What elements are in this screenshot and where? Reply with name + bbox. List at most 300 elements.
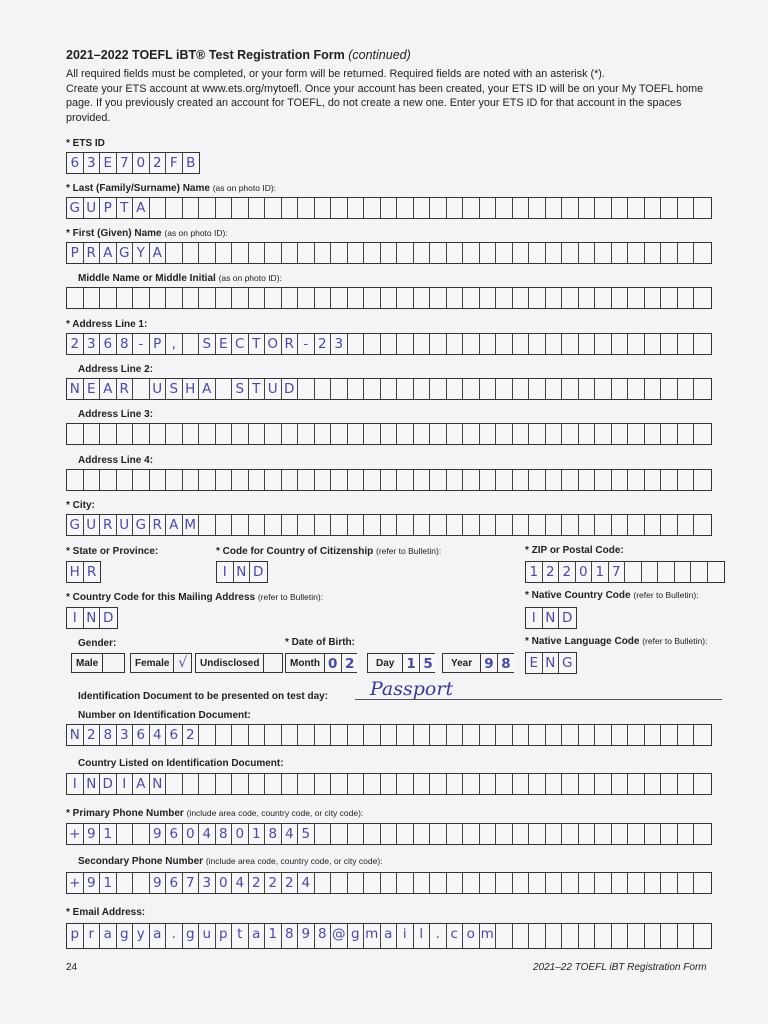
char-box <box>513 379 530 399</box>
char-box <box>364 725 381 745</box>
char-box: E <box>216 334 233 354</box>
char-box: 5 <box>423 656 433 672</box>
char-box <box>529 924 546 948</box>
native-language-field[interactable] <box>525 652 577 674</box>
last-name-label-note: (as on photo ID): <box>212 183 277 193</box>
address2-label: Address Line 2: <box>78 364 154 375</box>
char-box <box>348 873 365 893</box>
char-box <box>216 198 233 218</box>
char-box <box>595 198 612 218</box>
char-box: T <box>249 334 266 354</box>
last-name-field[interactable] <box>66 197 712 219</box>
char-box: , <box>166 334 183 354</box>
char-box <box>348 198 365 218</box>
char-box <box>232 288 249 308</box>
char-box <box>463 334 480 354</box>
char-box <box>675 562 692 582</box>
char-box <box>282 288 299 308</box>
first-name-field[interactable] <box>66 242 712 264</box>
char-box: P <box>100 198 117 218</box>
address3-field[interactable] <box>66 423 712 445</box>
char-box <box>562 424 579 444</box>
char-box <box>480 379 497 399</box>
ets-id-label: * ETS ID <box>66 138 105 149</box>
char-box <box>628 424 645 444</box>
char-box <box>249 288 266 308</box>
char-box <box>397 334 414 354</box>
undisclosed-box <box>263 654 281 672</box>
char-box: @ <box>331 924 348 948</box>
char-box <box>397 243 414 263</box>
char-box <box>364 470 381 490</box>
char-box <box>496 424 513 444</box>
char-box: B <box>186 155 196 171</box>
char-box: 9 <box>150 873 167 893</box>
char-box <box>463 288 480 308</box>
char-box: 6 <box>166 824 183 844</box>
char-box <box>414 334 431 354</box>
char-box <box>183 424 200 444</box>
char-box: . <box>166 924 183 948</box>
char-box <box>661 824 678 844</box>
char-box <box>496 470 513 490</box>
char-box <box>265 774 282 794</box>
char-box: U <box>265 379 282 399</box>
char-box: 2 <box>183 725 200 745</box>
char-box <box>430 725 447 745</box>
char-box <box>183 198 200 218</box>
char-box: E <box>84 379 101 399</box>
char-box <box>513 334 530 354</box>
char-box <box>480 424 497 444</box>
char-box: 1 <box>592 562 609 582</box>
char-box <box>430 470 447 490</box>
native-country-field[interactable] <box>525 607 577 629</box>
char-box <box>628 470 645 490</box>
char-box <box>628 379 645 399</box>
char-box <box>199 515 216 535</box>
char-box: r <box>84 924 101 948</box>
char-box <box>414 198 431 218</box>
char-box <box>199 288 216 308</box>
char-box <box>381 288 398 308</box>
citizenship-label-note: (refer to Bulletin): <box>376 546 442 556</box>
char-box: 4 <box>232 873 249 893</box>
first-name-label-text: * First (Given) Name <box>66 228 162 239</box>
char-box <box>661 379 678 399</box>
id-number-label: Number on Identification Document: <box>78 710 251 721</box>
char-box <box>381 198 398 218</box>
char-box <box>381 424 398 444</box>
char-box <box>331 824 348 844</box>
char-box <box>595 379 612 399</box>
char-box <box>430 515 447 535</box>
char-box: D <box>562 610 573 626</box>
citizenship-field[interactable] <box>216 561 268 583</box>
char-box <box>562 515 579 535</box>
char-box <box>480 334 497 354</box>
zip-label: * ZIP or Postal Code: <box>525 545 624 556</box>
char-box <box>447 198 464 218</box>
char-box <box>513 774 530 794</box>
char-box <box>133 424 150 444</box>
char-box <box>100 424 117 444</box>
char-box <box>678 873 695 893</box>
email-field[interactable] <box>66 923 712 949</box>
char-box <box>612 243 629 263</box>
char-box <box>595 470 612 490</box>
char-box <box>579 243 596 263</box>
first-name-label <box>66 228 228 239</box>
id-document-value[interactable]: Passport <box>370 678 454 700</box>
native-country-label <box>525 590 699 601</box>
char-box <box>298 198 315 218</box>
char-box <box>562 288 579 308</box>
char-box: 6 <box>166 873 183 893</box>
title-main: 2021–2022 TOEFL iBT® Test Registration Form <box>66 48 345 62</box>
char-box <box>628 198 645 218</box>
char-box <box>414 288 431 308</box>
address2-field[interactable] <box>66 378 712 400</box>
char-box: N <box>67 379 84 399</box>
char-box <box>447 470 464 490</box>
char-box <box>331 470 348 490</box>
char-box: R <box>282 334 299 354</box>
char-box <box>694 379 711 399</box>
char-box <box>199 198 216 218</box>
char-box <box>117 288 134 308</box>
char-box <box>447 725 464 745</box>
char-box <box>642 562 659 582</box>
char-box <box>414 379 431 399</box>
char-box <box>513 198 530 218</box>
char-box <box>480 470 497 490</box>
char-box <box>529 873 546 893</box>
char-box: G <box>133 515 150 535</box>
char-box <box>463 824 480 844</box>
citizenship-label <box>216 546 441 557</box>
char-box <box>463 424 480 444</box>
char-box <box>463 198 480 218</box>
char-box <box>463 774 480 794</box>
char-box: 4 <box>150 725 167 745</box>
char-box <box>463 470 480 490</box>
char-box: G <box>117 243 134 263</box>
ets-id-field[interactable] <box>66 152 200 174</box>
char-box: 0 <box>232 824 249 844</box>
id-country-field[interactable] <box>66 773 712 795</box>
char-box <box>414 824 431 844</box>
char-box: 1 <box>526 562 543 582</box>
page-number: 24 <box>66 962 78 973</box>
char-box <box>529 424 546 444</box>
char-box <box>364 334 381 354</box>
char-box <box>612 725 629 745</box>
char-box: D <box>282 379 299 399</box>
char-box <box>612 198 629 218</box>
char-box: G <box>67 198 84 218</box>
char-box <box>381 470 398 490</box>
char-box: I <box>526 608 543 628</box>
char-box <box>348 725 365 745</box>
secondary-phone-label <box>78 856 383 867</box>
char-box <box>232 515 249 535</box>
char-box: G <box>562 655 573 671</box>
address4-field[interactable] <box>66 469 712 491</box>
char-box <box>117 424 134 444</box>
char-box <box>381 774 398 794</box>
char-box <box>678 515 695 535</box>
char-box <box>414 873 431 893</box>
char-box: 8 <box>216 824 233 844</box>
char-box <box>249 515 266 535</box>
char-box: 0 <box>183 824 200 844</box>
char-box <box>496 824 513 844</box>
last-name-label <box>66 183 276 194</box>
char-box: D <box>103 610 114 626</box>
female-text: Female <box>135 657 170 669</box>
char-box <box>414 774 431 794</box>
char-box <box>694 470 711 490</box>
char-box <box>364 824 381 844</box>
char-box <box>529 334 546 354</box>
char-box: N <box>84 608 101 628</box>
char-box <box>397 725 414 745</box>
char-box <box>397 198 414 218</box>
dob-day-field[interactable] <box>367 653 435 673</box>
char-box <box>199 774 216 794</box>
char-box <box>562 198 579 218</box>
char-box <box>661 334 678 354</box>
char-box <box>694 515 711 535</box>
char-box <box>331 725 348 745</box>
char-box <box>331 424 348 444</box>
char-box <box>595 515 612 535</box>
primary-phone-label <box>66 808 363 819</box>
char-box <box>364 515 381 535</box>
char-box <box>645 243 662 263</box>
char-box <box>612 824 629 844</box>
char-box <box>364 198 381 218</box>
dob-year-field[interactable] <box>442 653 514 673</box>
char-box <box>216 379 233 399</box>
char-box <box>166 243 183 263</box>
native-language-label-note: (refer to Bulletin): <box>642 636 708 646</box>
char-box <box>249 725 266 745</box>
gender-male-option[interactable] <box>71 653 125 673</box>
char-box <box>562 774 579 794</box>
char-box <box>265 725 282 745</box>
char-box <box>315 470 332 490</box>
char-box <box>364 424 381 444</box>
char-box <box>628 515 645 535</box>
char-box <box>628 334 645 354</box>
mailing-country-field[interactable] <box>66 607 118 629</box>
char-box <box>694 334 711 354</box>
middle-name-label-text: Middle Name or Middle Initial <box>78 273 216 284</box>
char-box <box>612 288 629 308</box>
char-box: t <box>232 924 249 948</box>
char-box: a <box>100 924 117 948</box>
char-box <box>612 379 629 399</box>
char-box <box>694 198 711 218</box>
state-field[interactable] <box>66 561 101 583</box>
char-box <box>595 924 612 948</box>
char-box <box>232 774 249 794</box>
char-box <box>315 243 332 263</box>
char-box <box>331 774 348 794</box>
id-number-field[interactable] <box>66 724 712 746</box>
char-box <box>513 424 530 444</box>
char-box <box>612 774 629 794</box>
char-box: T <box>249 379 266 399</box>
char-box <box>645 198 662 218</box>
id-country-label: Country Listed on Identification Document: <box>78 758 284 769</box>
char-box <box>183 774 200 794</box>
char-box <box>150 470 167 490</box>
char-box: 7 <box>183 873 200 893</box>
native-language-label-text: * Native Language Code <box>525 636 640 647</box>
char-box <box>67 424 84 444</box>
char-box <box>166 198 183 218</box>
char-box <box>529 470 546 490</box>
char-box <box>133 873 150 893</box>
char-box <box>694 424 711 444</box>
char-box: N <box>67 725 84 745</box>
address4-label: Address Line 4: <box>78 455 154 466</box>
char-box <box>579 379 596 399</box>
char-box: N <box>84 774 101 794</box>
char-box: P <box>67 243 84 263</box>
char-box <box>694 824 711 844</box>
char-box: 8 <box>315 924 332 948</box>
char-box <box>562 243 579 263</box>
char-box <box>513 515 530 535</box>
address1-field[interactable] <box>66 333 712 355</box>
char-box <box>397 873 414 893</box>
char-box: 2 <box>345 656 355 672</box>
native-country-label-text: * Native Country Code <box>525 590 631 601</box>
intro <box>66 67 726 125</box>
char-box <box>150 198 167 218</box>
char-box <box>397 824 414 844</box>
char-box: R <box>87 564 97 580</box>
char-box <box>364 379 381 399</box>
zip-field[interactable] <box>525 561 725 583</box>
char-box <box>249 424 266 444</box>
char-box: G <box>67 515 84 535</box>
char-box <box>381 243 398 263</box>
char-box <box>216 243 233 263</box>
char-box <box>381 515 398 535</box>
char-box <box>579 288 596 308</box>
char-box <box>348 774 365 794</box>
char-box: S <box>166 379 183 399</box>
state-label: * State or Province: <box>66 546 159 557</box>
char-box: 9 <box>84 824 101 844</box>
char-box <box>612 470 629 490</box>
city-field[interactable] <box>66 514 712 536</box>
secondary-phone-label-note: (include area code, country code, or city code): <box>205 856 383 866</box>
char-box <box>430 824 447 844</box>
char-box: + <box>67 873 84 893</box>
char-box <box>513 725 530 745</box>
char-box <box>315 725 332 745</box>
char-box: N <box>234 562 251 582</box>
char-box: - <box>133 334 150 354</box>
char-box <box>678 424 695 444</box>
undisclosed-text: Undisclosed <box>200 657 260 669</box>
char-box: 8 <box>117 334 134 354</box>
char-box: l <box>414 924 431 948</box>
char-box: 6 <box>100 334 117 354</box>
intro-required: All required fields must be completed, or your form will be returned. Required fields are noted with an asterisk (*). <box>66 68 605 80</box>
char-box <box>546 198 563 218</box>
char-box <box>282 470 299 490</box>
char-box <box>628 243 645 263</box>
char-box <box>546 824 563 844</box>
char-box <box>562 470 579 490</box>
char-box <box>249 774 266 794</box>
char-box <box>562 924 579 948</box>
char-box <box>397 379 414 399</box>
primary-phone-field[interactable] <box>66 823 712 845</box>
char-box <box>331 198 348 218</box>
char-box: S <box>199 334 216 354</box>
char-box <box>447 515 464 535</box>
char-box: y <box>133 924 150 948</box>
char-box <box>579 774 596 794</box>
char-box <box>67 288 84 308</box>
char-box <box>645 774 662 794</box>
char-box: 3 <box>331 334 348 354</box>
char-box <box>282 774 299 794</box>
char-box: 8 <box>100 725 117 745</box>
char-box <box>397 515 414 535</box>
secondary-phone-field[interactable] <box>66 872 712 894</box>
char-box <box>364 288 381 308</box>
char-box <box>496 873 513 893</box>
char-box <box>480 824 497 844</box>
middle-name-field[interactable] <box>66 287 712 309</box>
year-text: Year <box>451 657 473 669</box>
dob-month-field[interactable] <box>285 653 357 673</box>
gender-undisclosed-option[interactable] <box>195 653 283 673</box>
char-box <box>232 424 249 444</box>
char-box <box>529 824 546 844</box>
char-box <box>645 379 662 399</box>
char-box <box>612 334 629 354</box>
char-box <box>166 774 183 794</box>
gender-female-option[interactable] <box>130 653 192 673</box>
char-box <box>430 243 447 263</box>
char-box: a <box>381 924 398 948</box>
char-box <box>562 379 579 399</box>
char-box <box>579 924 596 948</box>
char-box <box>397 774 414 794</box>
char-box <box>447 288 464 308</box>
char-box <box>513 824 530 844</box>
char-box <box>579 470 596 490</box>
char-box: U <box>84 515 101 535</box>
char-box <box>331 379 348 399</box>
char-box <box>199 424 216 444</box>
char-box: N <box>150 774 167 794</box>
char-box: 2 <box>249 873 266 893</box>
char-box <box>348 424 365 444</box>
char-box <box>331 243 348 263</box>
char-box <box>430 424 447 444</box>
